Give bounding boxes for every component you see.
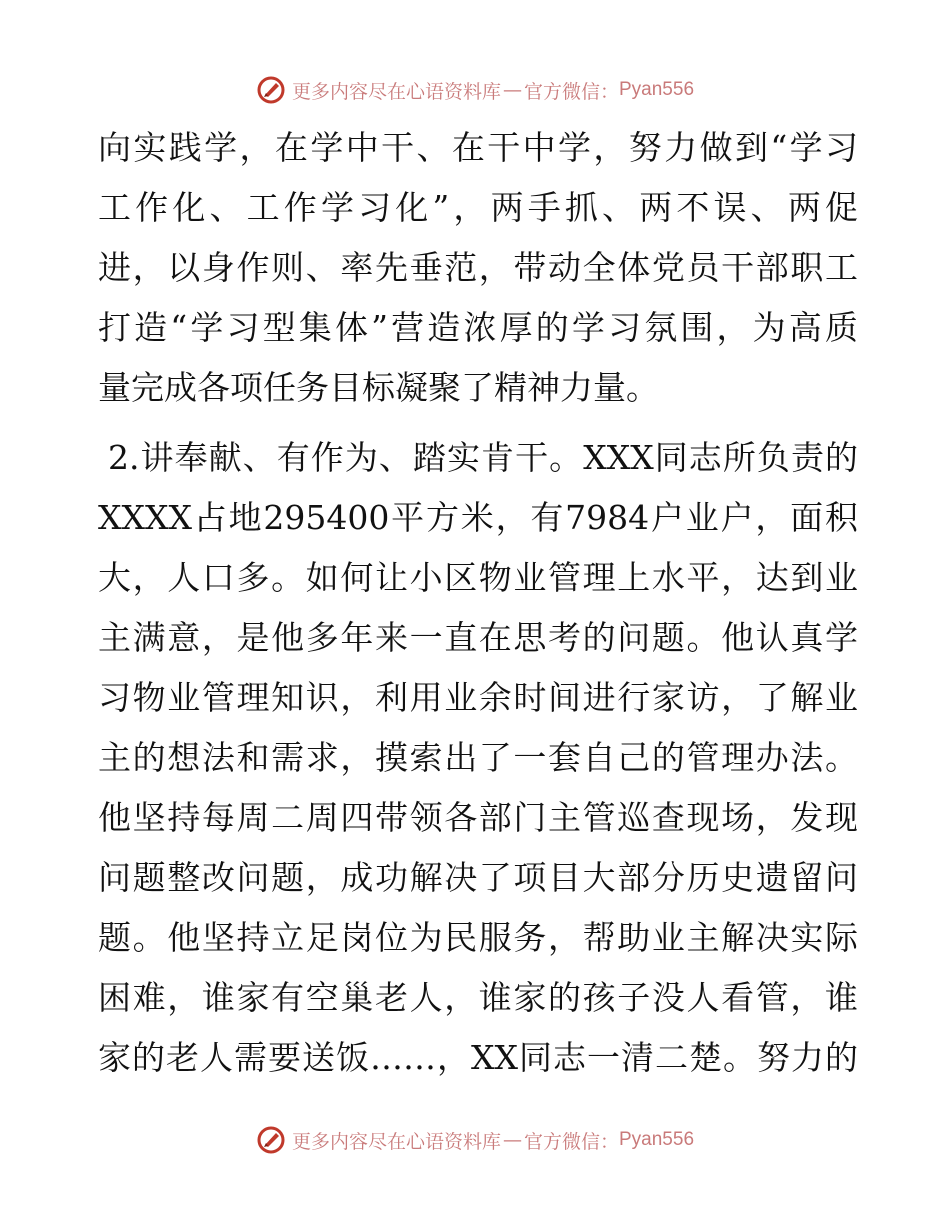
text-line: 打造“学习型集体”营造浓厚的学习氛围，为高质 (98, 308, 858, 347)
watermark-main-text: 更多内容尽在心语资料库 (291, 80, 501, 103)
watermark-dash: — (502, 1129, 522, 1151)
document-body (98, 118, 858, 1088)
text-line: 习物业管理知识，利用业余时间进行家访，了解业 (98, 678, 858, 717)
watermark-logo-icon (256, 75, 286, 105)
text-line: 家的老人需要送饭……，XX同志一清二楚。努力的 (98, 1038, 858, 1077)
text-line: 题。他坚持立足岗位为民服务，帮助业主解决实际 (98, 918, 858, 957)
text-line: 向实践学，在学中干、在干中学，努力做到“学习 (98, 128, 858, 167)
text-line: 工作化、工作学习化”，两手抓、两不误、两促 (98, 188, 858, 227)
paragraph-1 (98, 118, 858, 418)
text-line: 2.讲奉献、有作为、踏实肯干。XXX同志所负责的 (108, 438, 858, 477)
text-line: 进，以身作则、率先垂范，带动全体党员干部职工 (98, 248, 858, 287)
text-line: XXXX占地295400平方米，有7984户业户，面积 (98, 498, 858, 537)
watermark-label: 官方微信： (523, 80, 619, 103)
watermark-main-text: 更多内容尽在心语资料库 (291, 1130, 501, 1153)
watermark-dash: — (502, 79, 522, 101)
text-line: 困难，谁家有空巢老人，谁家的孩子没人看管，谁 (98, 978, 858, 1017)
watermark-id: Pyan556 (619, 79, 695, 100)
watermark-logo-icon (256, 1125, 286, 1155)
paragraph-2 (98, 428, 858, 1088)
text-line: 他坚持每周二周四带领各部门主管巡查现场，发现 (98, 798, 858, 837)
footer-watermark (0, 1120, 950, 1160)
text-line: 大，人口多。如何让小区物业管理上水平，达到业 (98, 558, 858, 597)
text-line: 量完成各项任务目标凝聚了精神力量。 (98, 368, 659, 407)
watermark-id: Pyan556 (619, 1129, 695, 1150)
watermark-label: 官方微信： (523, 1130, 619, 1153)
text-line: 主满意，是他多年来一直在思考的问题。他认真学 (98, 618, 858, 657)
text-line: 问题整改问题，成功解决了项目大部分历史遗留问 (98, 858, 858, 897)
header-watermark (0, 70, 950, 110)
text-line: 主的想法和需求，摸索出了一套自己的管理办法。 (98, 738, 858, 777)
